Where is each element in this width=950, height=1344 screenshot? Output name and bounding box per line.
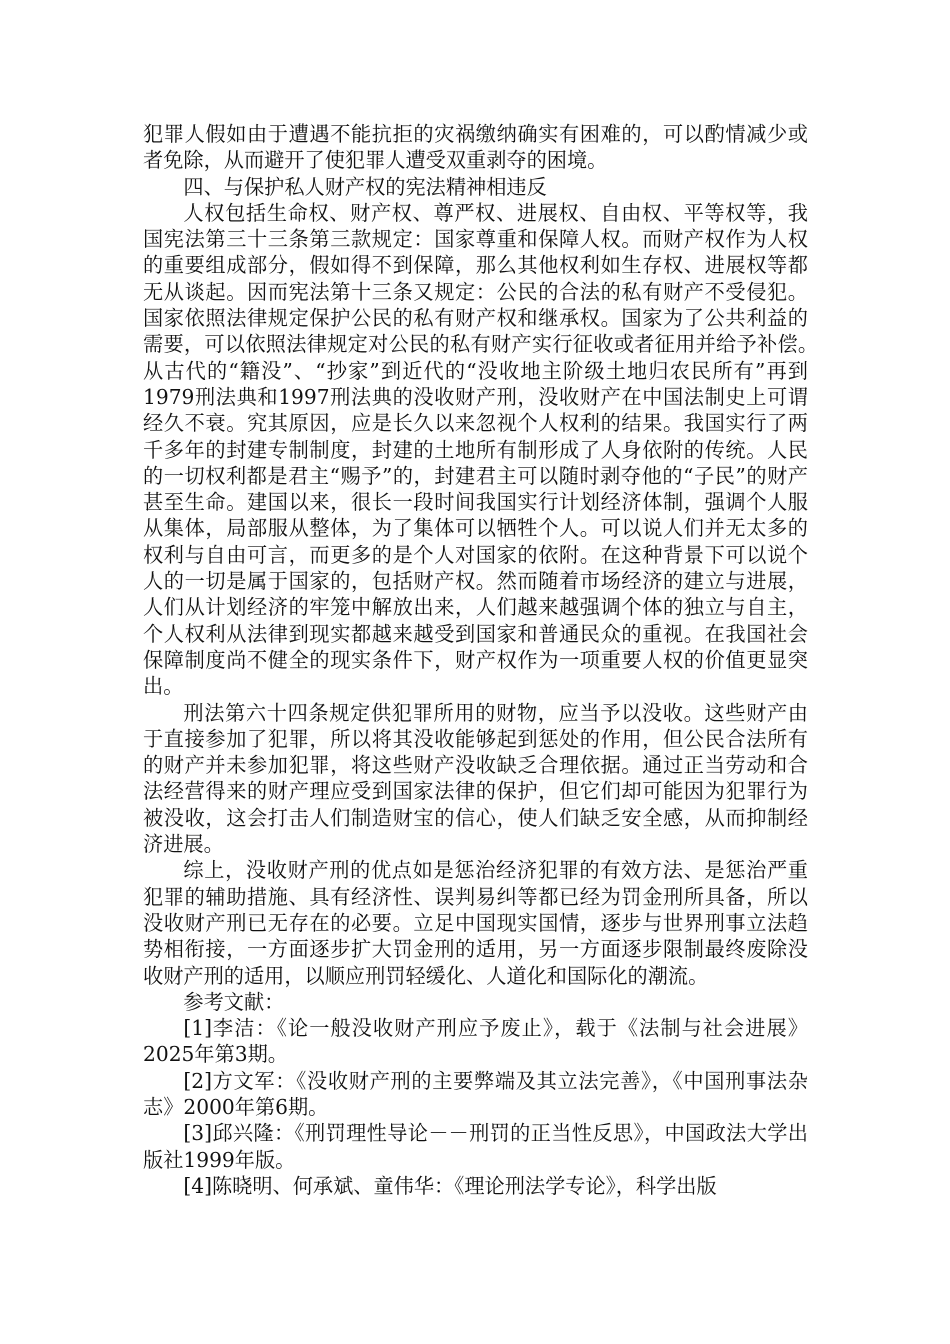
references-heading: 参考文献： (183, 989, 285, 1014)
document-body (143, 121, 869, 1199)
paragraph-article-64: 刑法第六十四条规定供犯罪所用的财物，应当予以没收。这些财产由于直接参加了犯罪，所以将其没收能够起到惩处的作用，但公民合法所有的财产并未参加犯罪，将这些财产没收缺乏合理依据。通过正当劳动和合法经营得来的财产理应受到国家法律的保护，但它们却可能因为犯罪行为被没收，这会打击人们制造财宝的信心，使人们缺乏安全感，从而抑制经济进展。 (143, 700, 808, 857)
reference-item: [1]李洁：《论一般没收财产刑应予废止》，载于《法制与社会进展》2025年第3期。 (143, 1016, 808, 1067)
section-heading: 四、与保护私人财产权的宪法精神相违反 (183, 174, 547, 199)
paragraph-continuation: 犯罪人假如由于遭遇不能抗拒的灾祸缴纳确实有困难的，可以酌情减少或者免除，从而避开了使犯罪人遭受双重剥夺的困境。 (143, 122, 808, 173)
reference-item: [4]陈晓明、何承斌、童伟华：《理论刑法学专论》，科学出版 (183, 1173, 717, 1198)
paragraph-conclusion: 综上，没收财产刑的优点如是惩治经济犯罪的有效方法、是惩治严重犯罪的辅助措施、具有经济性、误判易纠等都已经为罚金刑所具备，所以没收财产刑已无存在的必要。立足中国现实国情，逐步与世界刑事立法趋势相衔接，一方面逐步扩大罚金刑的适用，另一方面逐步限制最终废除没收财产刑的适用，以顺应刑罚轻缓化、人道化和国际化的潮流。 (143, 858, 808, 988)
reference-item: [3]邱兴隆：《刑罚理性导论－－刑罚的正当性反思》，中国政法大学出版社1999年版。 (143, 1121, 808, 1172)
reference-item: [2]方文军：《没收财产刑的主要弊端及其立法完善》，《中国刑事法杂志》2000年第6期。 (143, 1068, 808, 1119)
paragraph-human-rights: 人权包括生命权、财产权、尊严权、进展权、自由权、平等权等，我国宪法第三十三条第三款规定：国家尊重和保障人权。而财产权作为人权的重要组成部分，假如得不到保障，那么其他权利如生存权、进展权等都无从谈起。因而宪法第十三条又规定：公民的合法的私有财产不受侵犯。国家依照法律规定保护公民的私有财产权和继承权。国家为了公共利益的需要，可以依照法律规定对公民的私有财产实行征收或者征用并给予补偿。 从古代的“籍没”、“抄家”到近代的“没收地主阶级土地归农民所有”再到1979刑法典和1997刑法典的没收财产刑，没收财产在中国法制史上可谓经久不衰。究其原因，应是长久以来忽视个人权利的结果。我国实行了两千多年的封建专制制度，封建的土地所有制形成了人身依附的传统。人民的一切权利都是君主“赐予”的，封建君主可以随时剥夺他的“子民”的财产甚至生命。建国以来，很长一段时间我国实行计划经济体制，强调个人服从集体，局部服从整体，为了集体可以牺牲个人。可以说人们并无太多的权利与自由可言，而更多的是个人对国家的依附。在这种背景下可以说个人的一切是属于国家的，包括财产权。然而随着市场经济的建立与进展，人们从计划经济的牢笼中解放出来，人们越来越强调个体的独立与自主，个人权利从法律到现实都越来越受到国家和普通民众的重视。在我国社会保障制度尚不健全的现实条件下，财产权作为一项重要人权的价值更显突出。 (143, 200, 869, 699)
